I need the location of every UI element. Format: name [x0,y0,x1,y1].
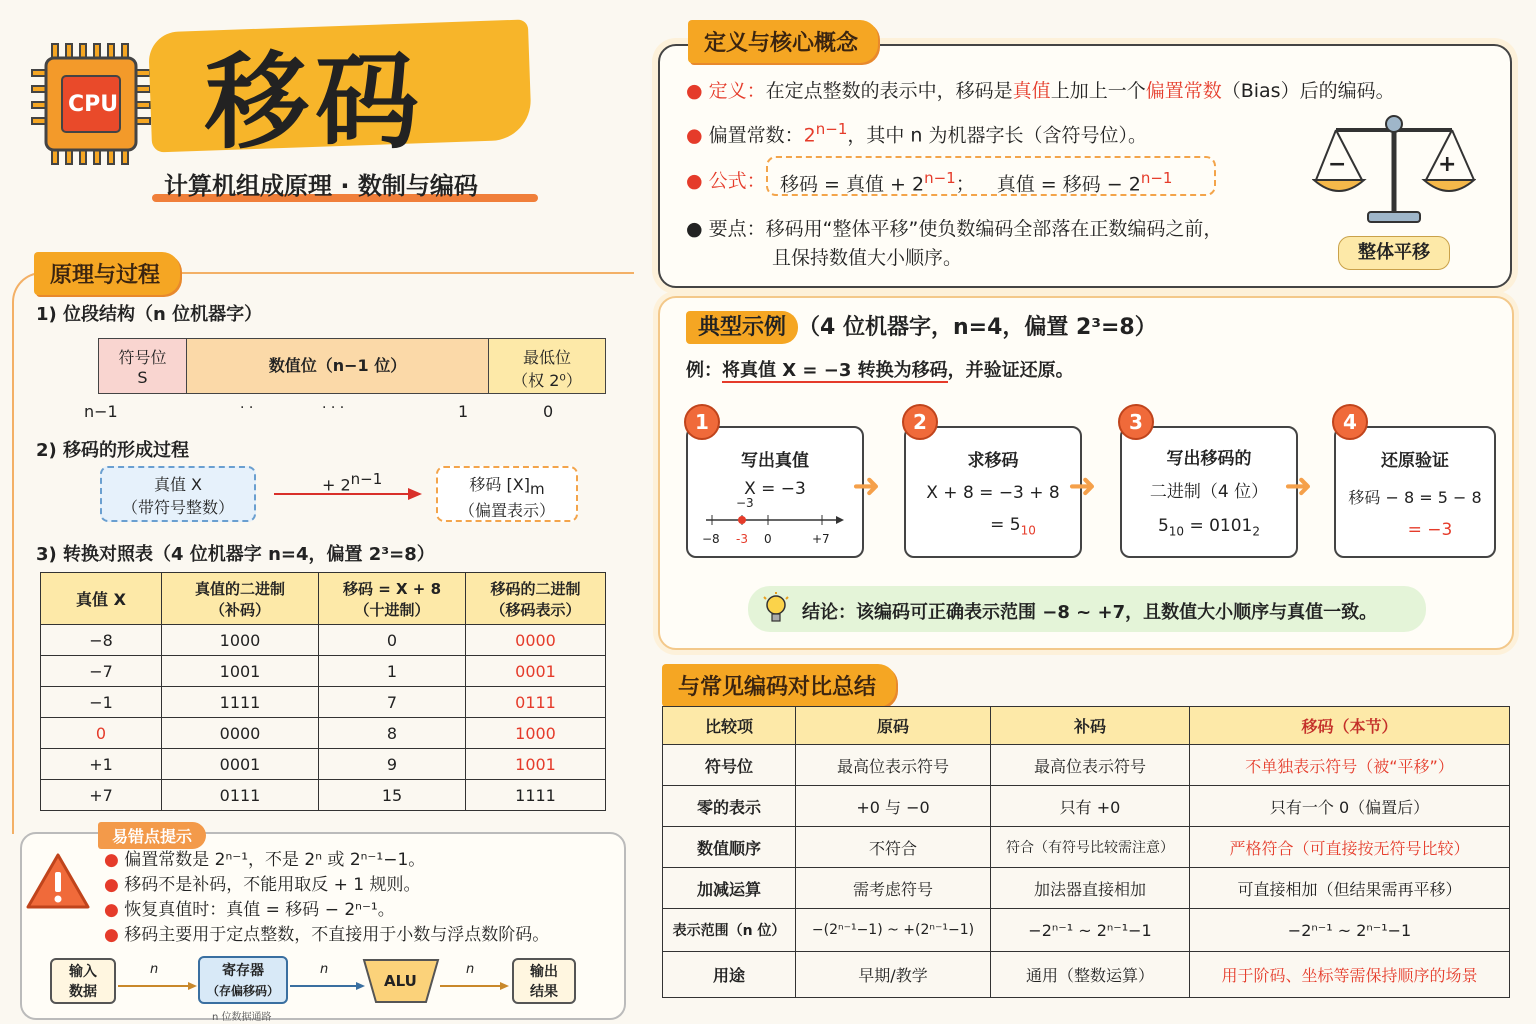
formula-1-exp: n−1 [924,169,956,187]
number-line-label: +7 [812,532,830,546]
step-val: 5 [1157,516,1169,536]
table-cell: 零的表示 [663,786,796,827]
step-result-sub: 10 [1020,523,1036,538]
number-line-label: −3 [736,496,754,510]
table-cell: 不符合 [796,827,991,868]
index-n1: n−1 [84,402,118,421]
step-card [1334,426,1496,558]
warning-icon [26,852,90,914]
step-title: 还原验证 [1381,451,1449,471]
table-cell: 通用（整数运算） [991,952,1190,998]
formula-sep: ； [955,173,975,196]
table-cell: 只有一个 0（偏置后） [1190,786,1510,827]
table-cell: 最高位表示符号 [991,745,1190,786]
table-row [41,718,606,749]
table-cell: 最高位表示符号 [796,745,991,786]
cpu-label: CPU [68,92,119,117]
step-title: 写出真值 [741,451,809,471]
step-card [1120,426,1298,558]
table-cell: −1 [41,687,162,718]
section-1-title: 1) 位段结构（n 位机器字） [36,304,263,325]
step-line: X + 8 = −3 + 8 [926,483,1060,503]
number-line [702,496,848,550]
table-row [663,827,1510,868]
index-dots-1: · · [240,400,254,416]
table-cell: 符合（有符号比较需注意） [991,827,1190,868]
table-cell: 1 [319,656,466,687]
step-line: X = −3 [744,479,806,499]
lsb-label: 最低位 [522,348,571,367]
step-card [686,426,864,558]
code-label-sub: m [529,480,545,499]
flow-arrow-icon [290,976,366,995]
number-line-label: −8 [702,532,720,546]
example-tag: 典型示例 [686,311,798,344]
bias-label: 偏置常数： [708,124,804,147]
conclusion-text: 结论：该编码可正确表示范围 −8 ~ +7，且数值大小顺序与真值一致。 [802,602,1378,623]
list-item: ● 恢复真值时：真值 = 移码 − 2ⁿ⁻¹。 [104,900,395,920]
example-tag-rest: （4 位机器字，n=4，偏置 2³=8） [798,315,1157,340]
table-row [663,868,1510,909]
index-1: 1 [458,402,469,421]
bias-line: ● 偏置常数：$2^{n-1}$，其中 n 为机器字长（含符号位）。 [686,120,1147,147]
example-intro [686,356,1074,382]
scale-icon [1312,110,1476,230]
compare-tag: 与常见编码对比总结 [662,664,896,707]
sign-bit-label: 符号位 [118,348,167,367]
compare-header: 原码 [796,707,991,745]
table-cell: 1111 [162,687,319,718]
number-line-label: -3 [736,532,748,546]
step-line [906,515,1080,537]
table-cell: 可直接相加（但结果需再平移） [1190,868,1510,909]
page-subtitle: 计算机组成原理 · 数制与编码 [164,172,478,200]
cpu-icon [30,42,160,166]
value-bits-label: 数值位（n−1 位） [268,356,407,375]
bias-val: 2 [803,124,816,147]
scale-label: 整体平移 [1338,236,1450,270]
step-val-mid: = 0101 [1184,516,1253,536]
flow-alu-label: ALU [384,972,417,990]
sign-bit-cell [99,339,187,393]
page-title: 移码 [205,41,426,163]
true-value-box [100,466,256,522]
list-item: ● 偏置常数是 2ⁿ⁻¹，不是 2ⁿ 或 2ⁿ⁻¹−1。 [104,850,426,870]
conv-header: 移码的二进制 （移码表示） [466,573,606,625]
table-cell: 8 [319,718,466,749]
lsb-cell [489,339,605,393]
compare-header: 比较项 [663,707,796,745]
flow-caption: n 位数据通路 [212,1012,272,1023]
step-result: = 5 [990,515,1021,535]
table-cell: 1000 [162,625,319,656]
table-cell: −2ⁿ⁻¹ ~ 2ⁿ⁻¹−1 [1190,909,1510,952]
conv-header: 真值的二进制 （补码） [162,573,319,625]
number-line-label: 0 [764,532,772,546]
def-text-a: 在定点整数的表示中，移码是 [765,80,1013,102]
example-intro-main: 将真值 X = −3 转换为移码 [722,360,948,381]
scale-plus: + [1438,152,1457,177]
table-cell: 9 [319,749,466,780]
bit-field-bar [98,338,606,394]
table-row [41,656,606,687]
table-cell: 7 [319,687,466,718]
step-number: 4 [1332,404,1368,440]
table-row [663,952,1510,998]
table-row [41,687,606,718]
def-text-b: 真值 [1012,80,1051,102]
flow-output-box [512,958,576,1004]
table-cell: −8 [41,625,162,656]
table-cell: 0000 [162,718,319,749]
def-text-d: 偏置常数 [1145,80,1222,102]
formation-arrow-icon [274,486,424,506]
formula-box [766,156,1216,196]
bias-rest: ，其中 n 为机器字长（含符号位）。 [847,124,1147,147]
true-value-sub: （带符号整数） [121,498,234,517]
compare-header: 移码（本节） [1190,707,1510,745]
flow-arrow-icon [440,976,510,995]
table-cell: 0 [41,718,162,749]
section-2-title: 2) 移码的形成过程 [36,440,190,461]
table-cell: 0000 [466,625,606,656]
list-item: ● 移码不是补码，不能用取反 + 1 规则。 [104,875,421,895]
table-cell: −7 [41,656,162,687]
step-title: 写出移码的 [1166,449,1252,469]
step-result: = −3 [1407,520,1453,540]
index-dots-2: · · · [322,400,345,416]
flow-n-1: n [150,962,159,977]
value-bits-cell [187,339,489,393]
add-bias-text: + 2 [322,475,351,495]
pitfall-text: 偏置常数是 2ⁿ⁻¹，不是 2ⁿ 或 2ⁿ⁻¹−1。 [124,850,426,870]
flow-n-2: n [320,962,329,977]
table-cell: 0111 [466,687,606,718]
key-line-1: ● 要点：移码用“整体平移”使负数编码全部落在正数编码之前， [686,218,1223,240]
table-cell: 0111 [162,780,319,811]
add-bias-exp: n−1 [350,470,383,488]
table-cell: 符号位 [663,745,796,786]
key-line-2: 且保持数值大小顺序。 [772,247,963,269]
conversion-table [40,572,606,811]
step-val-sub2: 2 [1252,524,1261,539]
table-cell: 1111 [466,780,606,811]
table-cell: 只有 +0 [991,786,1190,827]
bias-exp: n−1 [815,120,848,138]
code-sub: （偏置表示） [458,501,555,521]
step-number: 3 [1118,404,1154,440]
flow-input-2: 数据 [69,984,97,1000]
pitfalls-tag: 易错点提示 [98,822,206,849]
table-cell: 用于阶码、坐标等需保持顺序的场景 [1190,952,1510,998]
flow-register-box [198,956,288,1004]
formula-2-exp: n−1 [1140,169,1173,187]
def-text-e: （Bias）后的编码。 [1221,80,1395,102]
table-cell: 用途 [663,952,796,998]
conversion-header-row [41,573,606,625]
table-cell: 加法器直接相加 [991,868,1190,909]
table-row [663,745,1510,786]
lsb-weight: （权 2⁰） [512,371,582,390]
table-cell: 表示范围（n 位） [663,909,796,952]
principle-tag: 原理与过程 [34,252,180,295]
step-line: 移码 − 8 = 5 − 8 [1348,488,1482,507]
code-label: 移码 [X] [469,475,530,494]
key-label: 要点： [708,218,766,240]
table-cell: 1001 [162,656,319,687]
table-row [663,786,1510,827]
flow-register-2: （存偏移码） [206,984,279,998]
formula-2: 真值 = 移码 − 2 [996,173,1141,196]
step-card [904,426,1082,558]
comparison-table [662,706,1510,998]
def-text-c: 上加上一个 [1050,80,1146,102]
table-cell: 0 [319,625,466,656]
table-cell: +7 [41,780,162,811]
definition-tag: 定义与核心概念 [688,20,878,63]
step-arrow-icon: ➜ [1284,466,1313,506]
lightbulb-icon [762,592,790,630]
table-cell: 数值顺序 [663,827,796,868]
example-title [686,310,1157,341]
compare-header-row [663,707,1510,745]
table-cell: 0001 [466,656,606,687]
table-cell: 严格符合（可直接按无符号比较） [1190,827,1510,868]
table-row [41,625,606,656]
true-value-label: 真值 X [153,475,203,494]
example-intro-label: 例： [686,360,722,381]
key-text-1: 移码用“整体平移”使负数编码全部落在正数编码之前， [765,218,1223,240]
table-cell: 早期/教学 [796,952,991,998]
table-row [663,909,1510,952]
flow-register-1: 寄存器 [222,963,264,979]
step-line [1122,516,1296,538]
step-number: 1 [684,404,720,440]
example-intro-rest: ，并验证还原。 [947,360,1074,381]
scale-minus: − [1328,152,1347,177]
step-title: 求移码 [967,451,1019,471]
table-cell: 1001 [466,749,606,780]
formula-1: 移码 = 真值 + 2 [780,173,925,196]
table-cell: −2ⁿ⁻¹ ~ 2ⁿ⁻¹−1 [991,909,1190,952]
flow-output-2: 结果 [530,984,558,1000]
table-cell: 不单独表示符号（被“平移”） [1190,745,1510,786]
pitfall-text: 移码主要用于定点整数，不直接用于小数与浮点数阶码。 [124,925,550,945]
step-number: 2 [902,404,938,440]
table-cell: 需考虑符号 [796,868,991,909]
flow-input-1: 输入 [69,964,97,980]
list-item: ● 移码主要用于定点整数，不直接用于小数与浮点数阶码。 [104,925,550,945]
table-cell: 15 [319,780,466,811]
pitfall-text: 恢复真值时：真值 = 移码 − 2ⁿ⁻¹。 [124,900,395,920]
conv-header: 真值 X [41,573,162,625]
definition-line: ● 定义：在定点整数的表示中，移码是真值上加上一个偏置常数（Bias）后的编码。 [686,80,1395,102]
table-cell: −(2ⁿ⁻¹−1) ~ +(2ⁿ⁻¹−1) [796,909,991,952]
step-arrow-icon: ➜ [852,466,881,506]
flow-n-3: n [466,962,475,977]
flow-output-1: 输出 [530,964,558,980]
table-cell: 1000 [466,718,606,749]
flow-arrow-icon [118,976,198,995]
section-3-title: 3) 转换对照表（4 位机器字 n=4，偏置 2³=8） [36,544,435,565]
formula-line: ● 公式： [686,170,766,192]
table-cell: 加减运算 [663,868,796,909]
table-cell: +1 [41,749,162,780]
compare-header: 补码 [991,707,1190,745]
formula-label: 公式： [708,170,766,192]
code-box [436,466,578,522]
table-row [41,749,606,780]
index-0: 0 [543,402,554,421]
def-label: 定义： [708,80,766,102]
pitfalls-list [104,848,549,948]
conv-header: 移码 = X + 8 （十进制） [319,573,466,625]
sign-bit-s: S [137,368,148,387]
flow-input-box [50,958,116,1004]
step-val-sub: 10 [1168,524,1185,539]
step-title-2: 二进制（4 位） [1149,482,1269,502]
table-cell: 0001 [162,749,319,780]
table-cell: +0 与 −0 [796,786,991,827]
table-row [41,780,606,811]
pitfall-text: 移码不是补码，不能用取反 + 1 规则。 [124,875,421,895]
step-arrow-icon: ➜ [1068,466,1097,506]
